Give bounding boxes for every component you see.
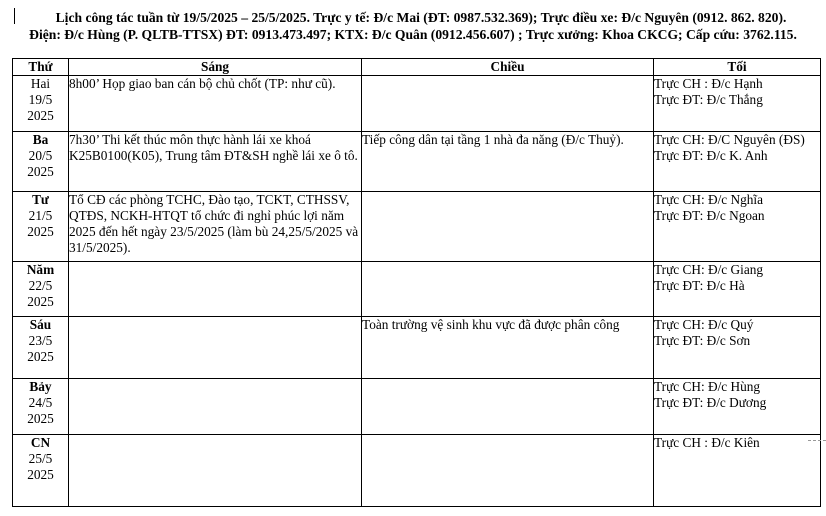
morning-cell: 7h30’ Thi kết thúc môn thực hành lái xe khoá K25B0100(K05), Trung tâm ĐT&SH nghề lái xe ô tô. bbox=[69, 132, 362, 192]
evening-cell bbox=[654, 132, 821, 192]
day-name: Sáu bbox=[29, 317, 52, 332]
afternoon-cell bbox=[362, 192, 654, 262]
afternoon-cell bbox=[362, 379, 654, 435]
evening-duty-ch: Trực CH: Đ/C Nguyên (ĐS) bbox=[654, 132, 805, 147]
day-date: 25/5 bbox=[28, 451, 53, 466]
col-header-evening: Tối bbox=[654, 59, 821, 76]
evening-duty-ch: Trực CH : Đ/c Kiên bbox=[654, 435, 760, 450]
morning-cell bbox=[69, 317, 362, 379]
table-row bbox=[13, 76, 821, 132]
day-name: Năm bbox=[26, 262, 55, 277]
table-row bbox=[13, 132, 821, 192]
evening-cell bbox=[654, 262, 821, 317]
afternoon-cell bbox=[362, 262, 654, 317]
header-line-2: Điện: Đ/c Hùng (P. QLTB-TTSX) ĐT: 0913.473.497; KTX: Đ/c Quân (0912.456.607) ; Trực xưởng: Khoa CKCG; Cấp cứu: 3762.115. bbox=[29, 27, 797, 42]
evening-duty-dt: Trực ĐT: Đ/c Ngoan bbox=[654, 208, 765, 223]
evening-duty-dt: Trực ĐT: Đ/c K. Anh bbox=[654, 148, 768, 163]
evening-cell bbox=[654, 76, 821, 132]
day-year: 2025 bbox=[27, 467, 54, 482]
day-cell bbox=[13, 192, 69, 262]
page-edge-dashes bbox=[808, 440, 826, 441]
evening-duty-dt: Trực ĐT: Đ/c Dương bbox=[654, 395, 767, 410]
table-row bbox=[13, 435, 821, 507]
day-year: 2025 bbox=[27, 349, 54, 364]
day-cell bbox=[13, 435, 69, 507]
day-year: 2025 bbox=[27, 164, 54, 179]
day-date: 21/5 bbox=[28, 208, 53, 223]
day-year: 2025 bbox=[27, 411, 54, 426]
day-date: 19/5 bbox=[28, 92, 53, 107]
day-year: 2025 bbox=[27, 108, 54, 123]
evening-duty-ch: Trực CH: Đ/c Nghĩa bbox=[654, 192, 764, 207]
day-year: 2025 bbox=[27, 224, 54, 239]
day-name: Ba bbox=[32, 132, 49, 147]
day-date: 24/5 bbox=[28, 395, 53, 410]
afternoon-cell bbox=[362, 76, 654, 132]
day-date: 23/5 bbox=[28, 333, 53, 348]
day-name: CN bbox=[30, 435, 51, 450]
evening-cell bbox=[654, 192, 821, 262]
col-header-afternoon: Chiều bbox=[362, 59, 654, 76]
morning-cell: Tổ CĐ các phòng TCHC, Đào tạo, TCKT, CTHSSV, QTĐS, NCKH-HTQT tổ chức đi nghỉ phúc lợi năm 2025 đến hết ngày 23/5/2025 (làm bù 24,25/5/2025 và 31/5/2025). bbox=[69, 192, 362, 262]
evening-duty-ch: Trực CH: Đ/c Hùng bbox=[654, 379, 761, 394]
table-row bbox=[13, 262, 821, 317]
col-header-day: Thứ bbox=[13, 59, 69, 76]
evening-duty-ch: Trực CH: Đ/c Quý bbox=[654, 317, 754, 332]
evening-cell bbox=[654, 435, 821, 507]
evening-duty-dt: Trực ĐT: Đ/c Sơn bbox=[654, 333, 751, 348]
afternoon-cell bbox=[362, 435, 654, 507]
evening-duty-ch: Trực CH: Đ/c Giang bbox=[654, 262, 764, 277]
evening-duty-dt: Trực ĐT: Đ/c Hà bbox=[654, 278, 745, 293]
day-date: 22/5 bbox=[28, 278, 53, 293]
day-name: Bảy bbox=[29, 379, 52, 394]
morning-cell bbox=[69, 262, 362, 317]
day-name: Hai bbox=[30, 76, 51, 91]
afternoon-cell: Toàn trường vệ sinh khu vực đã được phân công bbox=[362, 317, 654, 379]
day-cell bbox=[13, 317, 69, 379]
morning-cell bbox=[69, 379, 362, 435]
evening-duty-dt: Trực ĐT: Đ/c Thắng bbox=[654, 92, 763, 107]
day-year: 2025 bbox=[27, 294, 54, 309]
day-date: 20/5 bbox=[28, 148, 53, 163]
col-header-morning: Sáng bbox=[69, 59, 362, 76]
table-header-row bbox=[13, 59, 821, 76]
evening-duty-ch: Trực CH : Đ/c Hạnh bbox=[654, 76, 763, 91]
day-cell bbox=[13, 379, 69, 435]
morning-cell bbox=[69, 435, 362, 507]
morning-cell: 8h00’ Họp giao ban cán bộ chủ chốt (TP: như cũ). bbox=[69, 76, 362, 132]
header-line-1: Lịch công tác tuần từ 19/5/2025 – 25/5/2025. Trực y tế: Đ/c Mai (ĐT: 0987.532.369); Trực điều xe: Đ/c Nguyên (0912. 862. 820). bbox=[55, 10, 787, 25]
evening-cell bbox=[654, 317, 821, 379]
afternoon-cell: Tiếp công dân tại tầng 1 nhà đa năng (Đ/c Thuỷ). bbox=[362, 132, 654, 192]
evening-cell bbox=[654, 379, 821, 435]
table-row bbox=[13, 192, 821, 262]
day-name: Tư bbox=[32, 192, 49, 207]
table-row bbox=[13, 317, 821, 379]
day-cell bbox=[13, 262, 69, 317]
day-cell bbox=[13, 132, 69, 192]
table-row bbox=[13, 379, 821, 435]
day-cell bbox=[13, 76, 69, 132]
schedule-table bbox=[12, 58, 821, 507]
